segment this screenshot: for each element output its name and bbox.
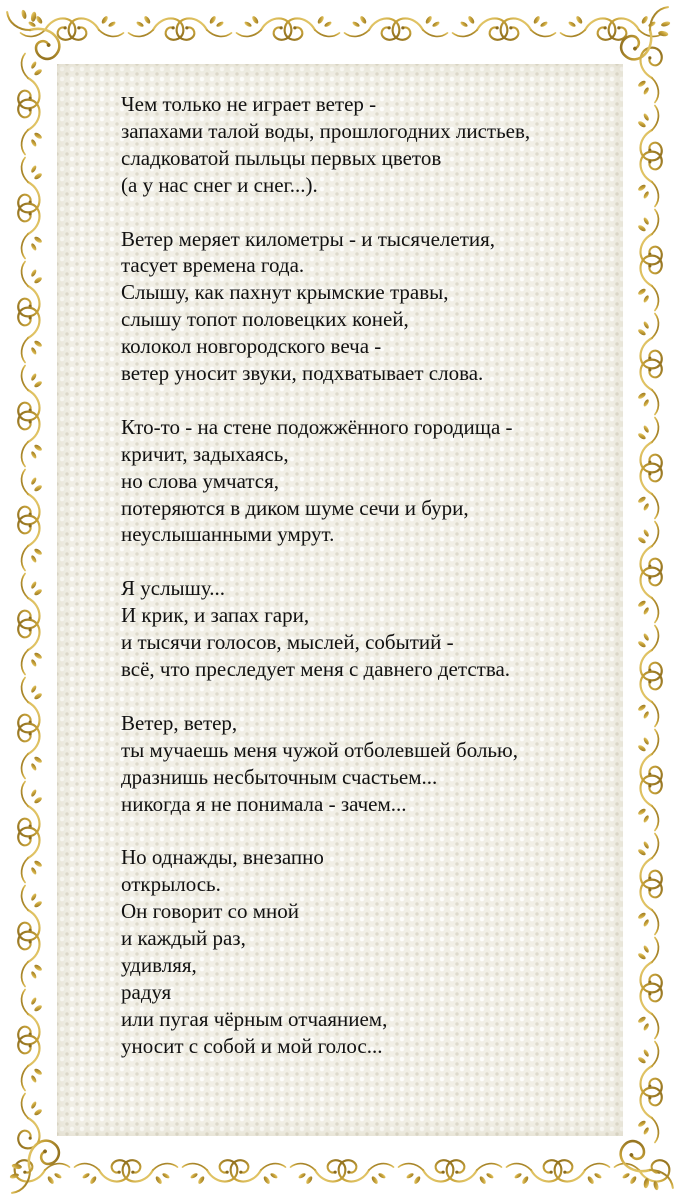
poem-line: кричит, задыхаясь, <box>121 441 289 466</box>
poem-line: неуслышанными умрут. <box>121 522 335 547</box>
poem-line: Я услышу... <box>121 576 225 601</box>
poem-line: Кто-то - на стене подожжённого городища - <box>121 414 513 439</box>
poem-stanza <box>121 844 621 1059</box>
poem-line: Слышу, как пахнут крымские травы, <box>121 280 449 305</box>
poem-line: и каждый раз, <box>121 926 246 951</box>
poem-stanza <box>121 226 621 387</box>
poem-line: Чем только не играет ветер - <box>121 92 377 116</box>
poem-line: колокол новгородского веча - <box>121 334 382 359</box>
poem-line: слышу топот половецких коней, <box>121 307 409 332</box>
poem-line: тасует времена года. <box>121 253 305 278</box>
poem-line: открылось. <box>121 872 221 897</box>
poem-line: удивляя, <box>121 952 197 977</box>
poem-line: и тысячи голосов, мыслей, событий - <box>121 630 454 655</box>
poem-line: никогда я не понимала - зачем... <box>121 791 407 816</box>
poem-stanza <box>121 91 621 199</box>
poem-line: уносит с собой и мой голос... <box>121 1033 383 1058</box>
poem-line: дразнишь несбыточным счастьем... <box>121 764 438 789</box>
poem-stanza <box>121 575 621 683</box>
poem-line: или пугая чёрным отчаянием, <box>121 1006 388 1031</box>
poem-line: ветер уносит звуки, подхватывает слова. <box>121 361 484 386</box>
poem-line: (а у нас снег и снег...). <box>121 172 318 197</box>
poem-line: но слова умчатся, <box>121 468 280 493</box>
poem-line: Ветер меряет километры - и тысячелетия, <box>121 226 496 251</box>
poem-line: сладковатой пыльцы первых цветов <box>121 145 442 170</box>
poem-line: ты мучаешь меня чужой отболевшей болью, <box>121 737 518 762</box>
poem-line: И крик, и запах гари, <box>121 603 310 628</box>
poem-line: Ветер, ветер, <box>121 710 238 735</box>
poem-stanza <box>121 414 621 549</box>
poem-line: Он говорит со мной <box>121 899 300 924</box>
poem-line: запахами талой воды, прошлогодних листьев, <box>121 118 531 143</box>
poem-text <box>121 91 621 1086</box>
poem-line: радуя <box>121 979 172 1004</box>
poem-line: потеряются в диком шуме сечи и бури, <box>121 495 469 520</box>
poem-stanza <box>121 710 621 818</box>
poem-line: всё, что преследует меня с давнего детства. <box>121 656 511 681</box>
poem-line: Но однажды, внезапно <box>121 845 324 870</box>
